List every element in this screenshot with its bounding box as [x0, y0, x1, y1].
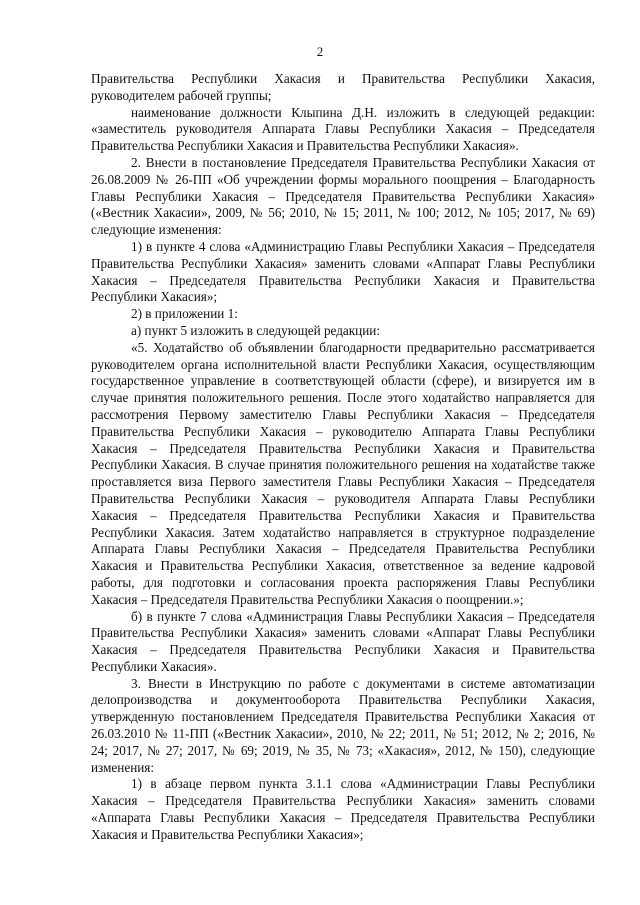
paragraph: 1) в пункте 4 слова «Администрацию Главы Республики Хакасия – Председателя Правительства Республики Хакасия» заменить словами «Аппарат Главы Республики Хакасия – Председателя Правительства Республики Хакасия и Правительства Республики Хакасия»; [91, 238, 595, 305]
document-body [91, 71, 595, 844]
paragraph: 2. Внести в постановление Председателя Правительства Республики Хакасия от 26.08.2009 № 26-ПП «Об учреждении формы морального поощрения – Благодарность Главы Республики Хакасия – Председателя Правительства Республики Хакасия» («Вестник Хакасии», 2009, № 56; 2010, № 15; 2011, № 100; 2012, № 105; 2017, № 69) следующие изменения: [91, 154, 595, 238]
paragraph: 3. Внести в Инструкцию по работе с документами в системе автоматизации делопроизводства и документооборота Правительства Республики Хакасия, утвержденную постановлением Председателя Правительства Республики Хакасия от 26.03.2010 № 11-ПП («Вестник Хакасии», 2010, № 22; 2011, № 51; 2012, № 2; 2016, № 24; 2017, № 27; 2017, № 69; 2019, № 35, № 73; «Хакасия», 2012, № 150), следующие изменения: [91, 675, 595, 775]
paragraph: наименование должности Клыпина Д.Н. изложить в следующей редакции: «заместитель руководителя Аппарата Главы Республики Хакасия – Председателя Правительства Республики Хакасия и Правительства Республики Хакасия». [91, 104, 595, 154]
page-number: 2 [316, 44, 324, 59]
paragraph: а) пункт 5 изложить в следующей редакции: [131, 322, 381, 338]
paragraph: 2) в приложении 1: [131, 306, 238, 322]
paragraph: б) в пункте 7 слова «Администрация Главы Республики Хакасия – Председателя Правительства Республики Хакасия» заменить словами «Аппарат Главы Республики Хакасия – Председателя Правительства Республики Хакасия и Правительства Республики Хакасия». [91, 608, 595, 674]
paragraph: 1) в абзаце первом пункта 3.1.1 слова «Администрации Главы Республики Хакасия – Председателя Правительства Республики Хакасия» заменить словами «Аппарата Главы Республики Хакасия – Председателя Правительства Республики Хакасия и Правительства Республики Хакасия»; [91, 776, 595, 842]
paragraph: Правительства Республики Хакасия и Правительства Республики Хакасия, руководителем рабочей группы; [91, 71, 595, 103]
paragraph: «5. Ходатайство об объявлении благодарности предварительно рассматривается руководителем органа исполнительной власти Республики Хакасия, осуществляющим государственное управление в соответствующей области (сфере), и визируется им в случае принятия положительного решения. После этого ходатайство направляется для рассмотрения Первому заместителю Главы Республики Хакасия – Председателя Правительства Республики Хакасия – руководителю Аппарата Главы Республики Хакасия – Председателя Правительства Республики Хакасия и Правительства Республики Хакасия. В случае принятия положительного решения на ходатайстве также проставляется виза Первого заместителя Главы Республики Хакасия – Председателя Правительства Республики Хакасия – руководителя Аппарата Главы Республики Хакасия – Председателя Правительства Республики Хакасия и Правительства Республики Хакасия. Затем ходатайство направляется в структурное подразделение Аппарата Главы Республики Хакасия – Председателя Правительства Республики Хакасия и Правительства Республики Хакасия, ответственное за ведение кадровой работы, для подготовки и согласования проекта распоряжения Главы Республики Хакасия – Председателя Правительства Республики Хакасия о поощрении.»; [91, 339, 595, 607]
